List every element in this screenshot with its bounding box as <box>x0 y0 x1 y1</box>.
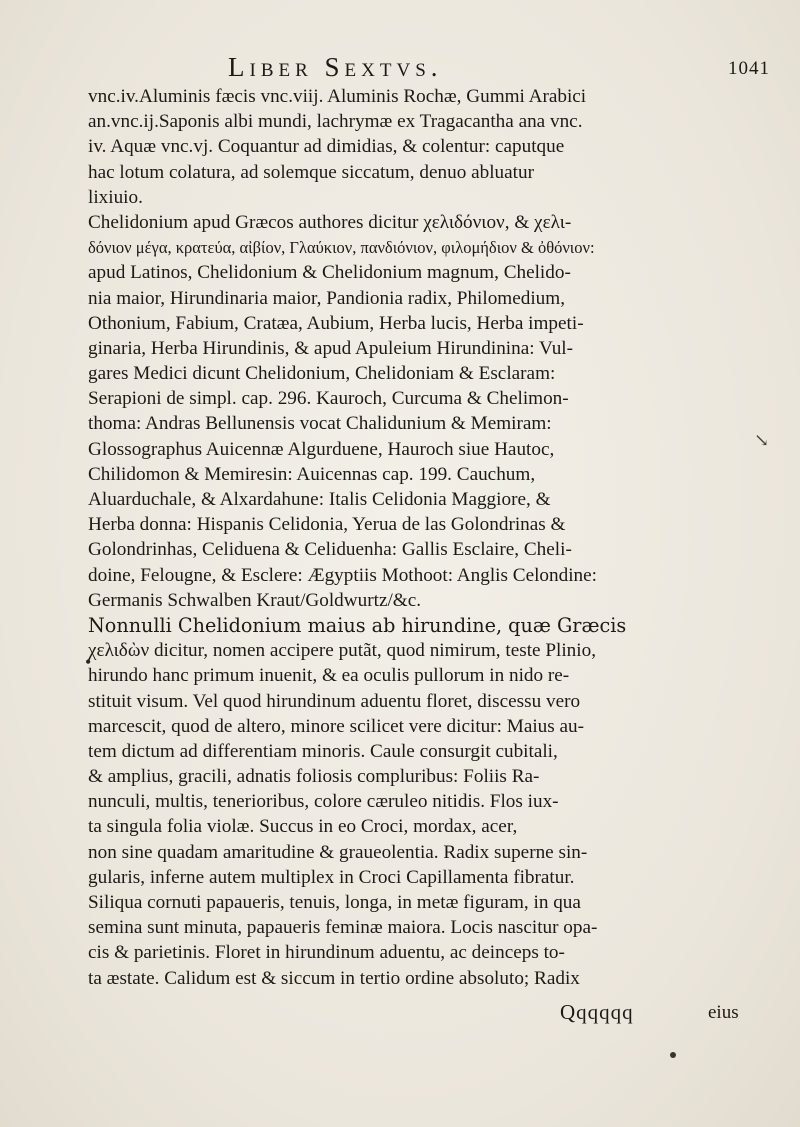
text-line: ta singula folia violæ. Succus in eo Croci, mordax, acer, <box>88 816 518 838</box>
text-line: Germanis Schwalben Kraut/Goldwurtz/&c. <box>88 589 422 611</box>
text-line: vnc.iv.Aluminis fæcis vnc.viij. Aluminis Rochæ, Gummi Arabici <box>88 86 587 107</box>
text-line: Herba donna: Hispanis Celidonia, Yerua de las Golondrinas & <box>88 514 566 536</box>
text-line: gares Medici dicunt Chelidonium, Chelidoniam & Esclaram: <box>88 363 556 385</box>
ink-dot <box>670 1052 676 1058</box>
text-line: semina sunt minuta, papaueris feminæ maiora. Locis nascitur opa- <box>88 917 598 939</box>
text-line: Nonnulli Chelidonium maius ab hirundine, quæ Græcis <box>88 613 627 637</box>
text-line: apud Latinos, Chelidonium & Chelidonium magnum, Chelido- <box>88 262 571 284</box>
text-line: ta æstate. Calidum est & siccum in tertio ordine absoluto; Radix <box>88 967 580 989</box>
text-line: Chelidonium apud Græcos authores dicitur χελιδόνιον, & χελι- <box>88 211 572 233</box>
text-line: hac lotum colatura, ad solemque siccatum, denuo abluatur <box>88 161 534 183</box>
text-line: Siliqua cornuti papaueris, tenuis, longa, in metæ figuram, in qua <box>88 892 581 913</box>
text-line: hirundo hanc primum inuenit, & ea oculis pullorum in nido re- <box>88 665 570 687</box>
text-line: & amplius, gracili, adnatis foliosis compluribus: Foliis Ra- <box>88 766 540 788</box>
catchword: eius <box>708 1002 739 1023</box>
text-line: lixiuio. <box>88 186 143 208</box>
text-line: cis & parietinis. Floret in hirundinum aduentu, ac deinceps to- <box>88 942 565 964</box>
text-line: Aluarduchale, & Alxardahune: Italis Celidonia Maggiore, & <box>88 489 551 510</box>
text-line: non sine quadam amaritudine & graueolentia. Radix superne sin- <box>88 841 588 863</box>
page-number: 1041 <box>728 58 770 79</box>
text-line: gularis, inferne autem multiplex in Croci Capillamenta fibratur. <box>88 866 575 888</box>
text-line: Chilidomon & Memiresin: Auicennas cap. 199. Cauchum, <box>88 463 536 485</box>
text-line: doine, Felougne, & Esclere: Ægyptiis Mothoot: Anglis Celondine: <box>88 564 597 586</box>
text-line: nunculi, multis, tenerioribus, colore cæruleo nitidis. Flos iux- <box>88 791 559 813</box>
text-line: an.vnc.ij.Saponis albi mundi, lachrymæ ex Tragacantha ana vnc. <box>88 111 583 133</box>
text-line: stituit visum. Vel quod hirundinum aduentu floret, discessu vero <box>88 690 581 712</box>
text-line: δόνιον μέγα, κρατεύα, αἰβίον, Γλαύκιον, πανδιόνιον, φιλομήδιον & ὀθόνιον: <box>88 238 595 258</box>
text-line: nia maior, Hirundinaria maior, Pandionia radix, Philomedium, <box>88 287 565 309</box>
margin-mark: ↘ <box>754 430 770 450</box>
text-line: thoma: Andras Bellunensis vocat Chalidunium & Memiram: <box>88 413 552 435</box>
text-line: Serapioni de simpl. cap. 296. Kauroch, Curcuma & Chelimon- <box>88 388 569 410</box>
text-line: tem dictum ad differentiam minoris. Caule consurgit cubitali, <box>88 740 558 762</box>
text-line: Golondrinhas, Celiduena & Celiduenha: Gallis Esclaire, Cheli- <box>88 539 572 561</box>
text-line: Othonium, Fabium, Cratæa, Aubium, Herba lucis, Herba impeti- <box>88 312 584 334</box>
text-line: iv. Aquæ vnc.vj. Coquantur ad dimidias, & colentur: caputque <box>88 136 565 158</box>
body-text <box>88 84 768 991</box>
margin-speck: • <box>85 652 92 672</box>
text-line: ginaria, Herba Hirundinis, & apud Apuleium Hirundinina: Vul- <box>88 337 574 359</box>
text-line: marcescit, quod de altero, minore scilicet vere dicitur: Maius au- <box>88 715 585 737</box>
signature-mark: Qqqqqq <box>560 1000 634 1024</box>
running-title: Liber Sextvs. <box>228 52 443 82</box>
text-line: χελιδὼν dicitur, nomen accipere putãt, quod nimirum, teste Plinio, <box>88 640 596 662</box>
text-line: Glossographus Auicennæ Algurduene, Hauroch siue Hautoc, <box>88 438 555 460</box>
